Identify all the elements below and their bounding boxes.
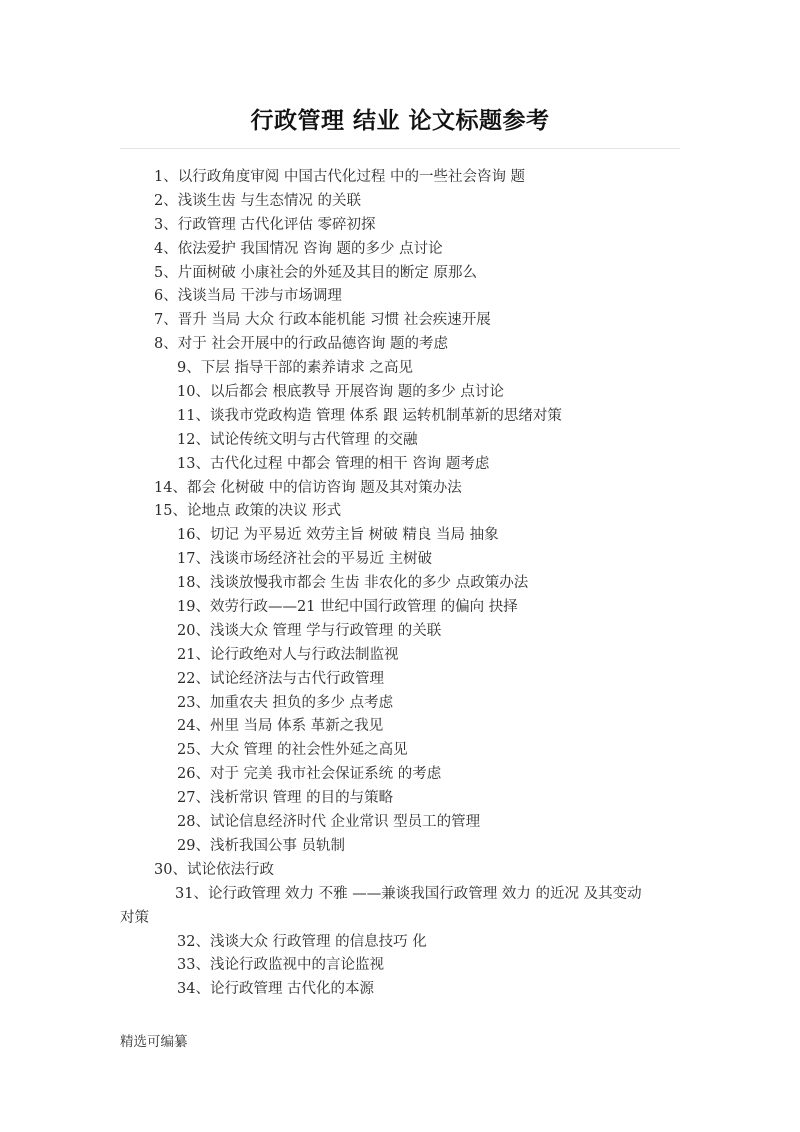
- list-item-line: 31、论行政管理 效力 不雅 ——兼谈我国行政管理 效力 的近况 及其变动: [175, 885, 642, 902]
- list-item-wrapped: [0, 883, 800, 931]
- list-item: 22、试论经济法与古代行政管理: [177, 670, 384, 687]
- list-item: 11、谈我市党政构造 管理 体系 跟 运转机制革新的思绪对策: [177, 407, 562, 424]
- list-item: 15、论地点 政策的决议 形式: [154, 503, 342, 520]
- list-item-line-continued: 对策: [120, 909, 149, 926]
- thesis-title-list: [0, 166, 800, 1002]
- list-item: 34、论行政管理 古代化的本源: [177, 981, 375, 998]
- list-item: 30、试论依法行政: [154, 861, 274, 878]
- list-item: 28、试论信息经济时代 企业常识 型员工的管理: [177, 814, 481, 831]
- list-item: 12、试论传统文明与古代管理 的交融: [177, 431, 418, 448]
- list-item: 6、浅谈当局 干涉与市场调理: [154, 288, 342, 305]
- list-item: 23、加重农夫 担负的多少 点考虑: [177, 694, 394, 711]
- title-divider: [120, 148, 680, 149]
- list-item: 1、以行政角度审阅 中国古代化过程 中的一些社会咨询 题: [154, 169, 526, 185]
- list-item: 33、浅论行政监视中的言论监视: [177, 957, 384, 974]
- document-title: 行政管理 结业 论文标题参考: [250, 107, 550, 134]
- list-item: 27、浅析常识 管理 的目的与策略: [177, 790, 394, 807]
- list-item: 4、依法爱护 我国情况 咨询 题的多少 点讨论: [154, 240, 443, 257]
- list-item: 19、效劳行政——21 世纪中国行政管理 的偏向 抉择: [177, 599, 518, 616]
- list-item: 5、片面树破 小康社会的外延及其目的断定 原那么: [154, 264, 477, 281]
- list-item: 18、浅谈放慢我市都会 生齿 非农化的多少 点政策办法: [177, 575, 529, 592]
- list-item: 7、晋升 当局 大众 行政本能机能 习惯 社会疾速开展: [154, 312, 491, 329]
- list-item: 25、大众 管理 的社会性外延之高见: [177, 742, 408, 759]
- list-item: 10、以后都会 根底教导 开展咨询 题的多少 点讨论: [177, 384, 504, 401]
- page-footer: 精选可编纂: [120, 1034, 188, 1050]
- list-item: 3、行政管理 古代化评估 零碎初探: [154, 216, 376, 233]
- list-item: 8、对于 社会开展中的行政品德咨询 题的考虑: [154, 336, 448, 353]
- list-item: 17、浅谈市场经济社会的平易近 主树破: [177, 551, 433, 568]
- list-item: 14、都会 化树破 中的信访咨询 题及其对策办法: [154, 479, 462, 496]
- list-item: 2、浅谈生齿 与生态情况 的关联: [154, 192, 361, 209]
- list-item: 13、古代化过程 中都会 管理的相干 咨询 题考虑: [177, 455, 490, 472]
- list-item: 29、浅析我国公事 员轨制: [177, 837, 346, 854]
- list-item: 21、论行政绝对人与行政法制监视: [177, 646, 399, 663]
- list-item: 26、对于 完美 我市社会保证系统 的考虑: [177, 766, 442, 783]
- list-item: 32、浅谈大众 行政管理 的信息技巧 化: [177, 933, 427, 950]
- list-item: 20、浅谈大众 管理 学与行政管理 的关联: [177, 622, 442, 639]
- list-item: 24、州里 当局 体系 革新之我见: [177, 718, 384, 735]
- list-item: 9、下层 指导干部的素养请求 之高见: [177, 360, 413, 377]
- list-item: 16、切记 为平易近 效劳主旨 树破 精良 当局 抽象: [177, 527, 499, 544]
